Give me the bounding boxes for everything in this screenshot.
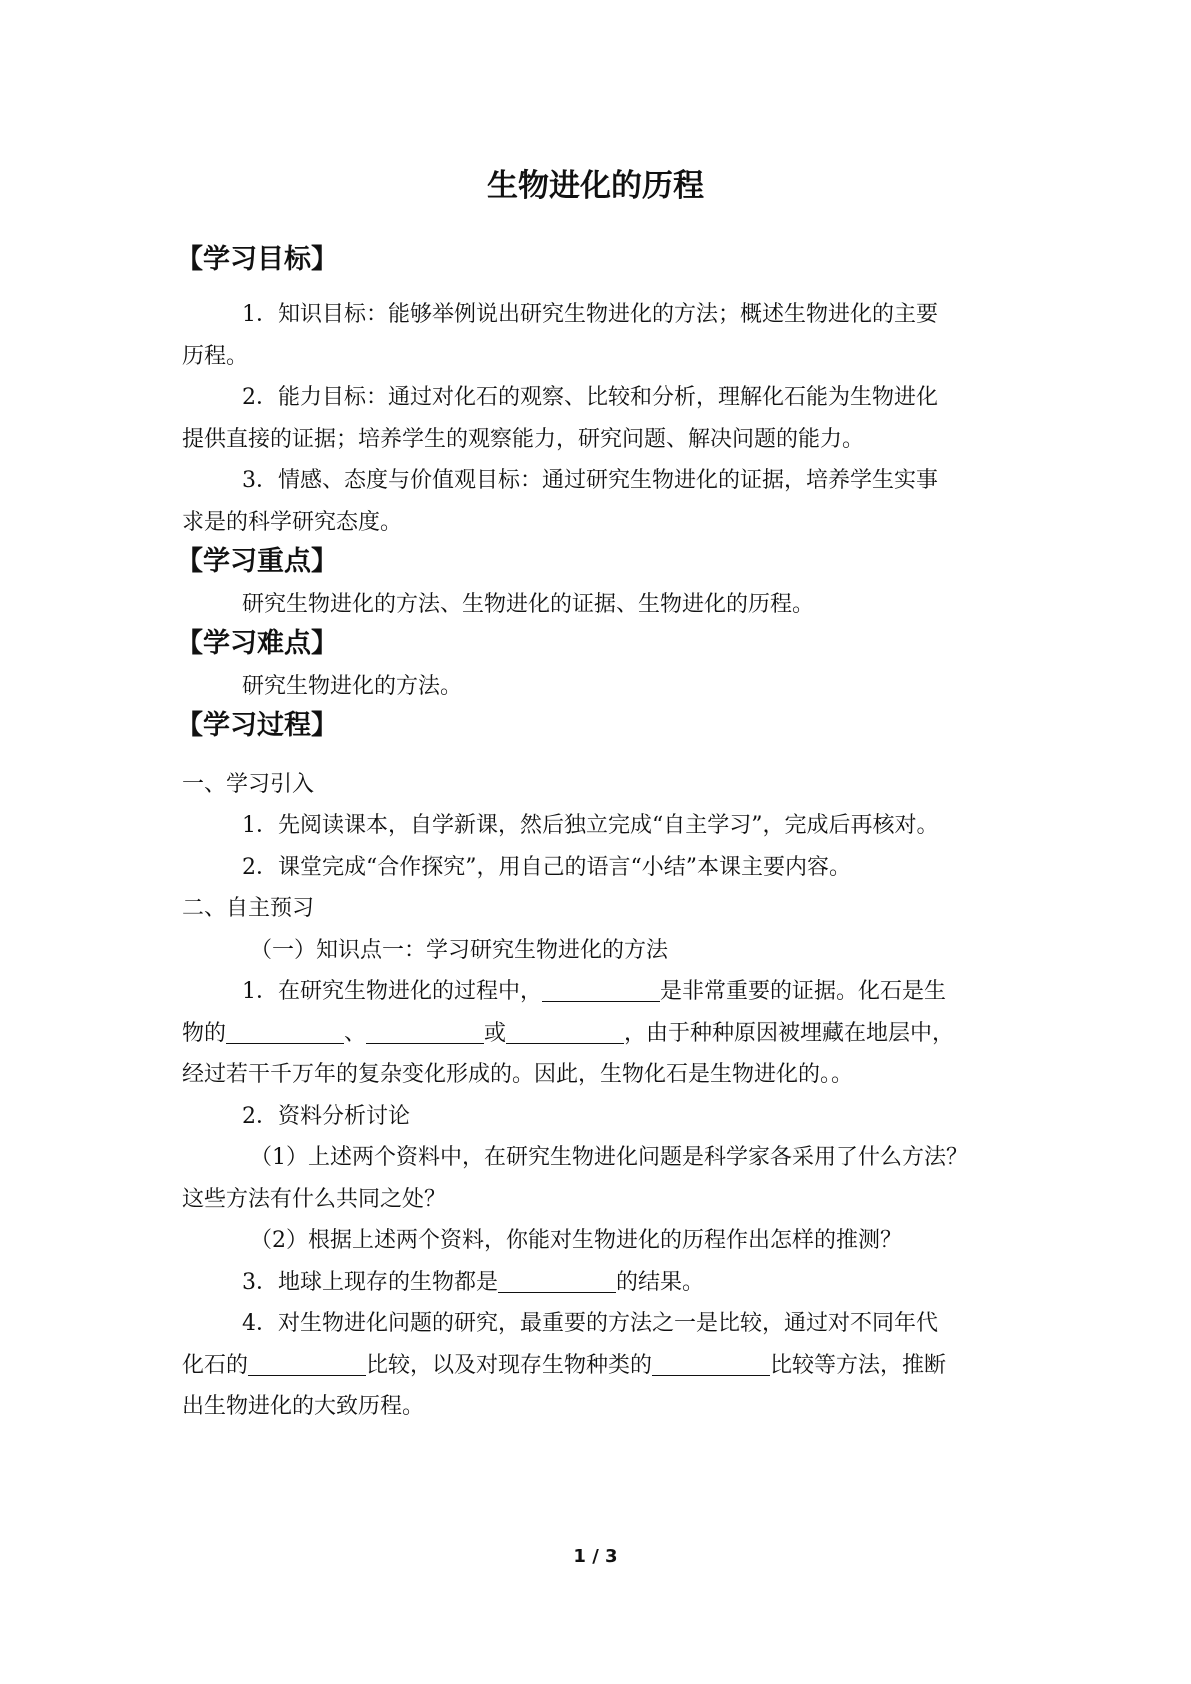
question-2-1: （1）上述两个资料中，在研究生物进化问题是科学家各采用了什么方法？ [250,1145,968,1170]
fill-blank[interactable] [506,1021,624,1044]
part1-title: 一、学习引入 [182,772,315,797]
fill-blank[interactable] [248,1353,366,1376]
question-2-2: （2）根据上述两个资料，你能对生物进化的历程作出怎样的推测？ [250,1228,902,1253]
fill-blank[interactable] [226,1021,344,1044]
question-4-line-2 [182,1351,946,1381]
objective-item-3-cont: 求是的科学研究态度。 [182,510,403,535]
objective-item-1: 1．知识目标：能够举例说出研究生物进化的方法；概述生物进化的主要 [242,302,938,327]
question-1-line-2 [182,1019,954,1049]
q1-text-b: 是非常重要的证据。化石是生 [660,979,947,1004]
q1-text-c: 物的 [182,1021,227,1046]
part1-item-2: 2．课堂完成“合作探究”，用自己的语言“小结”本课主要内容。 [242,855,851,880]
objective-item-1-cont: 历程。 [182,344,249,369]
q3-text-a: 3．地球上现存的生物都是 [242,1270,498,1295]
question-2-1-cont: 这些方法有什么共同之处？ [182,1187,447,1212]
q4-text-c: 比较等方法，推断 [770,1353,947,1378]
fill-blank[interactable] [498,1270,616,1293]
key-points-text: 研究生物进化的方法、生物进化的证据、生物进化的历程。 [242,592,815,617]
q1-text-e: 或 [484,1021,507,1046]
part1-item-1: 1．先阅读课本，自学新课，然后独立完成“自主学习”，完成后再核对。 [242,813,939,838]
objectives-heading: 【学习目标】 [176,244,338,275]
difficulties-heading: 【学习难点】 [176,628,338,659]
objective-item-2-cont: 提供直接的证据；培养学生的观察能力，研究问题、解决问题的能力。 [182,427,865,452]
fill-blank[interactable] [652,1353,770,1376]
fill-blank[interactable] [542,979,660,1002]
q4-text-a: 化石的 [182,1353,249,1378]
part2-title: 二、自主预习 [182,896,315,921]
question-4-line-3: 出生物进化的大致历程。 [182,1394,425,1419]
question-1-line-3: 经过若干千万年的复杂变化形成的。因此，生物化石是生物进化的。。 [182,1062,854,1087]
objective-item-3: 3．情感、态度与价值观目标：通过研究生物进化的证据，培养学生实事 [242,468,938,493]
question-3 [242,1268,704,1298]
q1-text-d: 、 [344,1021,367,1046]
fill-blank[interactable] [366,1021,484,1044]
part2-subtitle-1: （一）知识点一：学习研究生物进化的方法 [250,938,669,963]
q4-text-b: 比较，以及对现存生物种类的 [366,1353,653,1378]
q1-text-f: ，由于种种原因被埋藏在地层中， [624,1021,955,1046]
key-points-heading: 【学习重点】 [176,546,338,577]
question-1-line-1 [242,977,946,1007]
page-title: 生物进化的历程 [487,168,704,204]
process-heading: 【学习过程】 [176,710,338,741]
page-number: 1 / 3 [573,1546,618,1567]
objective-item-2: 2．能力目标：通过对化石的观察、比较和分析，理解化石能为生物进化 [242,385,938,410]
q1-text-a: 1．在研究生物进化的过程中， [242,979,542,1004]
q3-text-b: 的结果。 [616,1270,705,1295]
question-2: 2．资料分析讨论 [242,1104,410,1129]
difficulties-text: 研究生物进化的方法。 [242,674,463,699]
question-4-line-1: 4．对生物进化问题的研究，最重要的方法之一是比较，通过对不同年代 [242,1311,938,1336]
